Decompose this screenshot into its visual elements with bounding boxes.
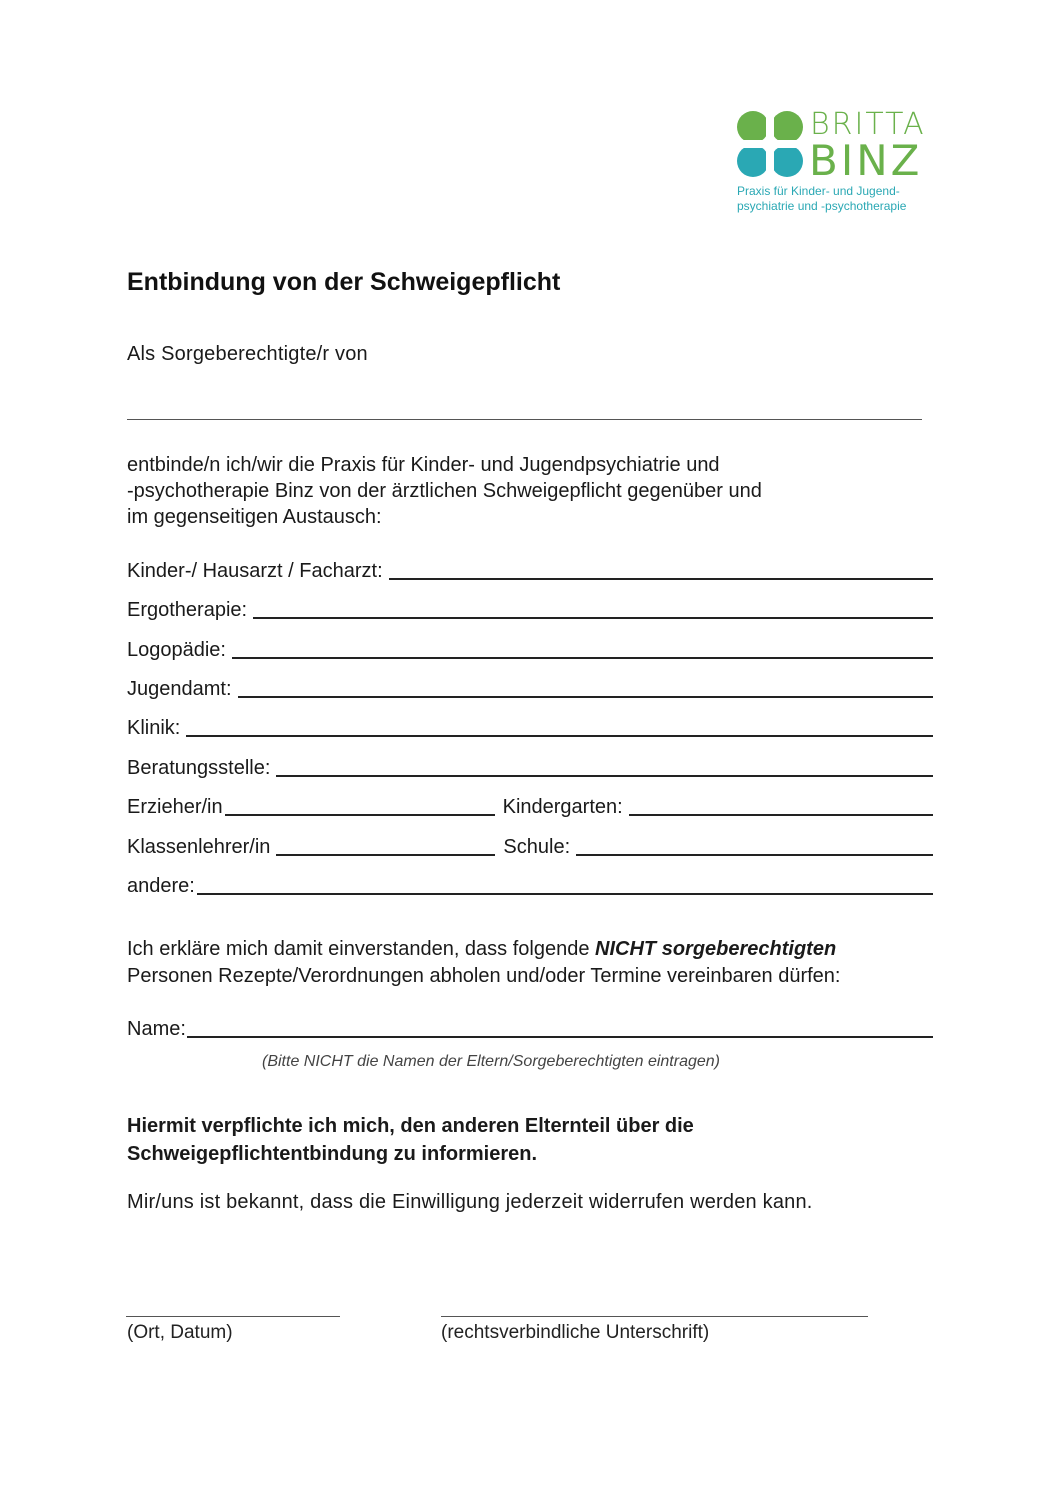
consent-emphasis: NICHT sorgeberechtigten [595, 938, 837, 960]
field-name [127, 1015, 933, 1041]
field-counseling-label: Beratungsstelle: [127, 757, 271, 779]
logo-brand-first-name: BRITTA [810, 107, 926, 142]
place-date-label: (Ort, Datum) [127, 1322, 233, 1343]
obligation-line-2: Schweigepflichtentbindung zu informieren. [127, 1143, 538, 1165]
field-youth-office-input[interactable] [238, 696, 933, 698]
logo-brand-last-name: BINZ [809, 136, 923, 185]
obligation-line-1: Hiermit verpflichte ich mich, den anderen Elternteil über die [127, 1115, 694, 1137]
field-logo-label: Logopädie: [127, 639, 226, 661]
field-kindergarten-label: Kindergarten: [502, 796, 623, 818]
field-teacher-row [127, 833, 933, 859]
signature-label: (rechtsverbindliche Unterschrift) [441, 1322, 710, 1343]
field-name-input[interactable] [187, 1036, 933, 1038]
field-counseling [127, 754, 933, 780]
field-logo-input[interactable] [232, 657, 933, 659]
field-ergo-input[interactable] [253, 617, 933, 619]
child-name-line[interactable] [127, 419, 922, 420]
consent-line-2: Personen Rezepte/Verordnungen abholen und/oder Termine vereinbaren dürfen: [127, 965, 841, 987]
field-school-label: Schule: [503, 836, 571, 858]
name-note: (Bitte NICHT die Namen der Eltern/Sorgeberechtigten eintragen) [262, 1053, 720, 1070]
field-youth-office [127, 675, 933, 701]
field-doctor-label: Kinder-/ Hausarzt / Facharzt: [127, 560, 383, 582]
field-class-teacher-label: Klassenlehrer/in [127, 836, 271, 858]
field-other-input[interactable] [197, 893, 933, 895]
place-date-line[interactable] [126, 1316, 340, 1317]
field-doctor-input[interactable] [389, 578, 933, 580]
field-name-label: Name: [127, 1018, 186, 1040]
field-doctor [127, 557, 933, 583]
field-counseling-input[interactable] [276, 775, 933, 777]
consent-line-1 [127, 936, 840, 963]
logo-subtitle-line2: psychiatrie und -psychotherapie [737, 199, 907, 213]
field-class-teacher-input[interactable] [276, 854, 495, 856]
release-line-3: im gegenseitigen Austausch: [127, 506, 382, 528]
consent-line-1-text: Ich erkläre mich damit einverstanden, dass folgende [127, 938, 596, 960]
release-line-2: -psychotherapie Binz von der ärztlichen Schweigepflicht gegenüber und [127, 480, 762, 502]
field-educator-label: Erzieher/in [127, 796, 223, 818]
field-kindergarten-input[interactable] [629, 814, 933, 816]
consent-paragraph [127, 936, 840, 990]
field-school-input[interactable] [576, 854, 933, 856]
obligation-paragraph [127, 1112, 694, 1168]
release-paragraph [127, 452, 762, 530]
logo-subtitle-line1: Praxis für Kinder- und Jugend- [737, 184, 900, 198]
logo-subtitle [737, 184, 906, 214]
field-educator-row [127, 793, 933, 819]
revocation-text: Mir/uns ist bekannt, dass die Einwilligung jederzeit widerrufen werden kann. [127, 1191, 813, 1213]
field-youth-office-label: Jugendamt: [127, 678, 232, 700]
field-clinic-label: Klinik: [127, 717, 181, 739]
field-educator-input[interactable] [225, 814, 495, 816]
field-other-label: andere: [127, 875, 195, 897]
signature-line[interactable] [441, 1316, 868, 1317]
field-ergo-label: Ergotherapie: [127, 599, 248, 621]
field-clinic-input[interactable] [186, 735, 933, 737]
release-line-1: entbinde/n ich/wir die Praxis für Kinder- und Jugendpsychiatrie und [127, 454, 720, 476]
intro-text: Als Sorgeberechtigte/r von [127, 343, 368, 365]
field-other [127, 872, 933, 898]
page-title: Entbindung von der Schweigepflicht [127, 268, 561, 296]
field-clinic [127, 714, 933, 740]
clover-logo-icon [736, 110, 804, 178]
field-logo [127, 636, 933, 662]
field-ergo [127, 596, 933, 622]
